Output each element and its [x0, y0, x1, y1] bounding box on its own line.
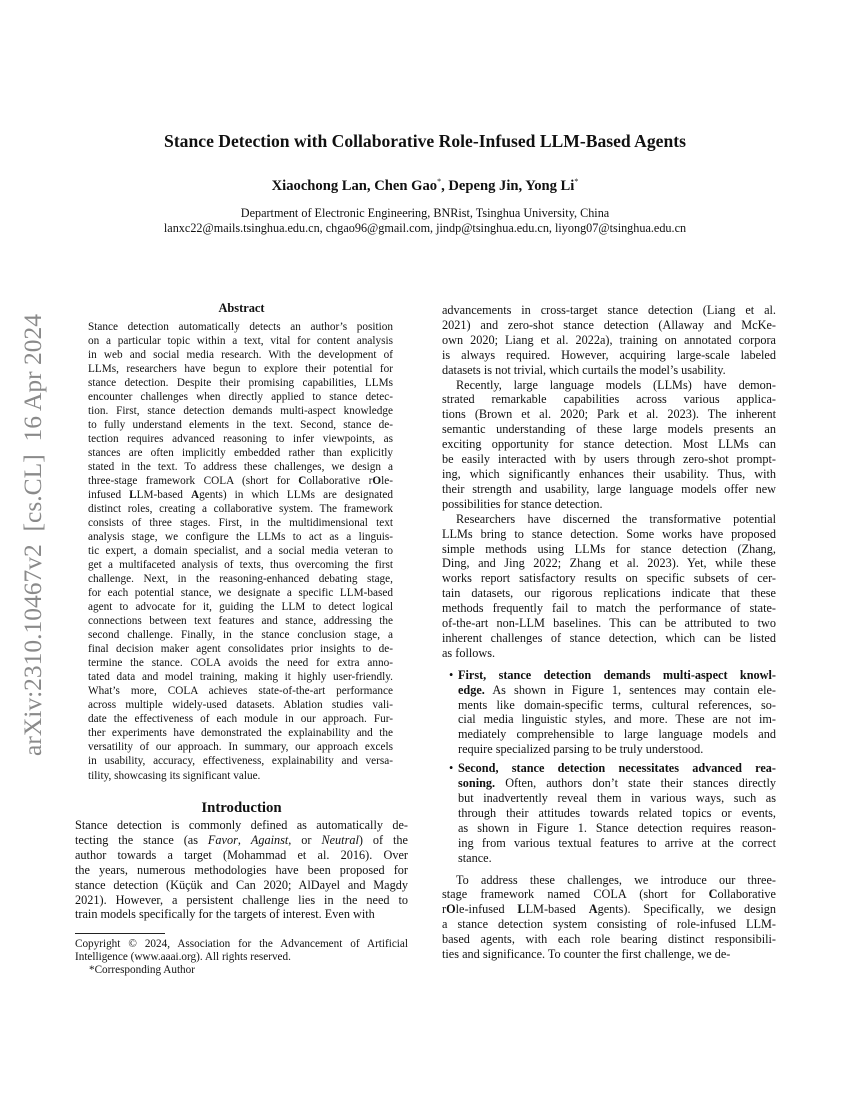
text-segment: semantic understanding of these large models presents an: [442, 422, 776, 437]
text-segment: 2021) and zero-shot stance detection (Allaway and McKe-: [442, 317, 776, 332]
text-line: [88, 516, 393, 530]
text-line: [442, 873, 776, 888]
text-segment: le-: [381, 475, 393, 488]
text-segment: the years, numerous methodologies have been proposed for: [75, 862, 408, 877]
text-segment: is always required. However, acquiring large-scale labeled: [442, 347, 776, 362]
text-segment: own 2020; Liang et al. 2022a), training on annotated corpora: [442, 332, 776, 347]
text-line: [442, 542, 776, 557]
text-segment: gents). Specifically, we design: [597, 902, 776, 917]
text-segment: Stance detection automatically detects an author’s position: [88, 321, 393, 333]
text-segment: As shown in Figure 1, sentences may contain ele-: [484, 682, 776, 697]
text-line: [75, 848, 408, 863]
text-segment: encounter challenges when directly applied to stance detec-: [88, 391, 393, 404]
text-line: [442, 917, 776, 932]
text-line: [88, 320, 393, 334]
text-line: [88, 376, 393, 390]
footnote-rule: [75, 933, 165, 934]
paragraph: [442, 303, 776, 378]
text-line: [458, 683, 776, 698]
introduction-heading: Introduction: [201, 800, 282, 816]
text-segment: tic expert, a domain specialist, and a social media veteran to: [88, 545, 393, 558]
text-segment: tated data and model training, making it highly user-friendly.: [88, 671, 393, 684]
text-line: [442, 527, 776, 542]
text-line: [442, 616, 776, 631]
text-segment: Neutral: [321, 832, 359, 847]
text-line: [442, 422, 776, 437]
text-segment: edge.: [458, 682, 485, 697]
text-line: [88, 754, 393, 768]
text-segment: advancements in cross-target stance detection (Liang et al.: [442, 303, 776, 317]
footnote: [75, 938, 408, 977]
text-segment: C: [298, 475, 307, 488]
text-line: [442, 407, 776, 422]
corresponding-author-note: *Corresponding Author: [89, 964, 195, 976]
text-line: [442, 512, 776, 527]
text-segment: gents) in which LLMs are designated: [199, 489, 393, 502]
abstract-heading: Abstract: [218, 301, 265, 315]
text-segment: connections between text features and stance, addressing the: [88, 615, 393, 628]
affiliation-block: [0, 206, 850, 235]
text-line: [442, 333, 776, 348]
text-segment: as follows.: [442, 645, 496, 660]
text-line: [442, 437, 776, 452]
text-segment: datasets is not trivial, which curtails the model’s usability.: [442, 362, 726, 377]
text-segment: soning.: [458, 776, 496, 791]
text-segment: methods frequently fail to match the performance of state-: [442, 601, 776, 616]
text-line: [88, 362, 393, 376]
text-segment: L: [129, 489, 137, 502]
text-line: [458, 806, 776, 821]
text-segment: termine the stance. COLA avoids the need for extra anno-: [88, 657, 393, 670]
text-segment: Favor: [207, 832, 238, 847]
text-segment: train models specifically for the targets of interest. Even with: [75, 907, 375, 922]
text-segment: C: [708, 887, 718, 902]
text-segment: L: [517, 902, 526, 917]
text-segment: tions (Brown et al. 2020; Park et al. 2023). The inherent: [442, 407, 776, 422]
text-segment: tion. First, stance detection demands multi-aspect knowledge: [88, 405, 393, 418]
text-line: [458, 742, 776, 757]
text-segment: ties and significance. To counter the first challenge, we de-: [442, 947, 731, 962]
text-line: [75, 833, 408, 848]
text-segment: get a multifaceted analysis of texts, thus overcoming the first: [88, 559, 393, 572]
text-line: [442, 348, 776, 363]
text-line: [88, 488, 393, 502]
text-segment: based agents, with each role bearing distinct responsibili-: [442, 932, 776, 947]
text-segment: What’s more, COLA achieves state-of-the-art performance: [88, 685, 393, 698]
text-line: [442, 318, 776, 333]
text-line: [88, 684, 393, 698]
text-segment: author towards a target (Mohammad et al. 2016). Over: [75, 847, 408, 862]
text-segment: for each potential stance, we designate a specific LLM-based: [88, 587, 393, 600]
text-line: [88, 404, 393, 418]
text-segment: date the effectiveness of each module in our approach. Fur-: [88, 713, 393, 726]
bullet-item: [442, 668, 776, 757]
text-line: [88, 726, 393, 740]
bullet-icon: •: [449, 761, 454, 776]
text-line: [88, 460, 393, 474]
text-segment: stated in the text. To address these challenges, we design a: [88, 461, 393, 474]
text-segment: ing from various textual features to arrive at the correct: [458, 835, 776, 850]
text-line: [88, 642, 393, 656]
bullet-text: [458, 761, 776, 865]
text-line: [458, 851, 776, 866]
text-line: [88, 769, 393, 783]
text-line: [458, 761, 776, 776]
text-segment: but inadvertently reveal them in various ways, such as: [458, 791, 776, 805]
text-segment: stances are often implicitly embedded rather than explicitly: [88, 447, 393, 460]
text-line: [442, 467, 776, 482]
text-segment: ollaborative r: [306, 475, 373, 488]
text-segment: tection requires advanced reasoning to infer viewpoints, as: [88, 433, 393, 446]
text-segment: inherent challenges of stance detection, which can be listed: [442, 630, 776, 645]
text-segment: Stance detection is commonly defined as automatically de-: [75, 818, 408, 832]
text-segment: infused: [88, 489, 130, 502]
text-line: [442, 363, 776, 378]
text-segment: of-the-art non-LLM baselines. This can be attributed to two: [442, 616, 776, 631]
text-segment: Against: [250, 832, 289, 847]
text-line: [442, 947, 776, 962]
author-name: Xiaochong Lan,: [271, 178, 375, 194]
text-segment: cial media linguistic styles, and more. These are not im-: [458, 712, 776, 727]
text-segment: consists of three stages. First, in the multidimensional text: [88, 517, 393, 530]
text-segment: stance detection (Küçük and Can 2020; AlDayel and Magdy: [75, 877, 408, 892]
text-line: [88, 544, 393, 558]
text-line: [75, 893, 408, 908]
text-line: [75, 863, 408, 878]
author-emails: lanxc22@mails.tsinghua.edu.cn, chgao96@gmail.com, jindp@tsinghua.edu.cn, liyong07@tsinghua.edu.cn: [163, 220, 687, 235]
text-segment: 2021). However, a persistent challenge lies in the need to: [75, 892, 408, 907]
text-segment: be easily interacted with by users through zero-shot prompt-: [442, 452, 776, 467]
text-line: [88, 670, 393, 684]
text-line: [88, 334, 393, 348]
text-line: [88, 656, 393, 670]
text-segment: O: [372, 475, 382, 488]
bullet-icon: •: [449, 667, 454, 682]
right-column: [442, 303, 776, 962]
text-segment: LM-based: [525, 902, 589, 917]
arxiv-identifier-stamp: arXiv:2310.10467v2 [cs.CL] 16 Apr 2024: [18, 314, 47, 756]
text-line: [458, 668, 776, 683]
text-line: [442, 887, 776, 902]
text-segment: Researchers have discerned the transformative potential: [456, 511, 776, 526]
author-list: [0, 177, 850, 195]
author-name: , Depeng Jin, Yong Li: [441, 178, 575, 194]
text-line: [442, 378, 776, 393]
text-line: [88, 572, 393, 586]
text-segment: LLMs, researchers have begun to explore their potential for: [88, 363, 393, 376]
text-segment: final decision maker agent consolidates prior insights to de-: [88, 643, 393, 656]
text-line: [458, 821, 776, 836]
text-segment: tility, showcasing its significant value.: [88, 769, 261, 782]
text-line: [88, 600, 393, 614]
text-line: [442, 571, 776, 586]
text-line: [458, 776, 776, 791]
bullet-text: [458, 668, 776, 757]
text-line: [442, 556, 776, 571]
text-line: [458, 712, 776, 727]
text-line: [442, 497, 776, 512]
text-line: [75, 818, 408, 833]
text-line: [75, 878, 408, 893]
text-segment: require specialized parsing to be truly understood.: [458, 742, 704, 757]
text-segment: ollaborative: [717, 887, 776, 902]
text-line: [88, 446, 393, 460]
text-segment: tain datasets, our rigorous replications indicate that these: [442, 586, 776, 601]
text-segment: their strength and usability, large language models offer new: [442, 481, 776, 496]
text-line: [442, 482, 776, 497]
text-segment: To address these challenges, we introduce our three-: [456, 872, 776, 887]
text-segment: Ding, and Jing 2022; Zhang et al. 2023). Yet, while these: [442, 556, 776, 571]
text-segment: stance.: [458, 850, 492, 865]
text-line: [88, 586, 393, 600]
text-segment: analysis stage, we configure the LLMs to act as a linguis-: [88, 531, 393, 544]
text-segment: works report satisfactory results on specific subsets of cer-: [442, 571, 776, 586]
text-segment: in usability, accuracy, effectiveness, explainability and versa-: [88, 755, 393, 768]
copyright-line: Copyright © 2024, Association for the Advancement of Artificial: [75, 938, 408, 950]
corresponding-mark: *: [574, 177, 579, 186]
text-line: [442, 601, 776, 616]
corresponding-mark: *: [437, 177, 442, 186]
text-line: [88, 614, 393, 628]
text-segment: stage framework named COLA (short for: [442, 887, 709, 902]
author-name: Chen Gao: [374, 178, 438, 194]
text-line: [458, 698, 776, 713]
text-line: [458, 727, 776, 742]
text-segment: A: [190, 489, 200, 502]
text-segment: possibilities for stance detection.: [442, 496, 603, 511]
paragraph: [442, 378, 776, 512]
text-segment: challenge. Next, in the reasoning-enhanced debating stage,: [88, 573, 393, 586]
text-line: [88, 432, 393, 446]
text-segment: A: [588, 902, 598, 917]
abstract-text: [88, 320, 393, 783]
text-line: [442, 452, 776, 467]
text-line: [442, 646, 776, 661]
text-line: [88, 418, 393, 432]
paragraph: [442, 512, 776, 661]
text-line: [442, 631, 776, 646]
paragraph: [442, 873, 776, 962]
text-segment: Often, authors don’t state their stances directly: [495, 776, 776, 791]
text-segment: strated remarkable capabilities across various applica-: [442, 392, 776, 407]
text-line: [88, 348, 393, 362]
text-line: [442, 392, 776, 407]
text-line: [88, 502, 393, 516]
text-segment: LM-based: [136, 489, 191, 502]
text-segment: ) of the: [358, 832, 408, 847]
text-segment: First, stance detection demands multi-aspect knowl-: [458, 667, 776, 682]
text-line: [88, 698, 393, 712]
text-line: [88, 558, 393, 572]
text-segment: Recently, large language models (LLMs) have demon-: [456, 377, 776, 392]
text-segment: agent to advocate for it, guiding the LLM to detect logical: [88, 601, 393, 614]
introduction-paragraph: [75, 818, 408, 922]
text-segment: in web and social media research. With the development of: [88, 349, 393, 362]
text-segment: ments like domain-specific terms, cultural references, so-: [458, 697, 776, 712]
text-segment: Second, stance detection necessitates advanced rea-: [458, 761, 776, 776]
text-segment: ther experiments have demonstrated the explainability and the: [88, 727, 393, 740]
text-segment: versatility of our approach. In summary, our approach excels: [88, 741, 393, 754]
text-line: [88, 474, 393, 488]
bullet-item: [442, 761, 776, 865]
text-segment: exciting opportunity for stance detection. Most LLMs can: [442, 437, 776, 452]
text-line: [442, 932, 776, 947]
text-segment: simple methods using LLMs for stance detection (Zhang,: [442, 541, 776, 556]
text-line: [442, 902, 776, 917]
text-line: [442, 586, 776, 601]
text-line: [88, 740, 393, 754]
text-segment: distinct roles, creating a collaborative system. The framework: [88, 503, 393, 516]
text-segment: r: [442, 902, 447, 917]
text-line: [88, 712, 393, 726]
text-segment: le-infused: [455, 902, 518, 917]
text-line: [75, 907, 408, 922]
text-segment: tecting the stance (as: [75, 832, 208, 847]
text-line: [458, 791, 776, 806]
copyright-line: Intelligence (www.aaai.org). All rights reserved.: [75, 951, 291, 963]
text-segment: second challenge. Finally, in the stance conclusion stage, a: [88, 629, 393, 642]
paper-title: Stance Detection with Collaborative Role-Infused LLM-Based Agents: [164, 131, 686, 151]
text-line: [88, 390, 393, 404]
text-segment: LLMs bring to stance detection. Some works have proposed: [442, 526, 776, 541]
text-segment: to fully understand elements in the text. Second, stance de-: [88, 419, 393, 432]
text-line: [88, 530, 393, 544]
text-segment: , or: [288, 832, 322, 847]
text-segment: across multiple widely-used datasets. Ablation studies vali-: [88, 699, 393, 712]
text-line: [88, 628, 393, 642]
affiliation: Department of Electronic Engineering, BNRist, Tsinghua University, China: [240, 206, 610, 220]
text-segment: mediately comprehensible to large language models and: [458, 727, 776, 742]
text-segment: on a particular topic within a text, vital for content analysis: [88, 335, 393, 348]
text-line: [458, 836, 776, 851]
text-segment: ,: [237, 832, 251, 847]
text-segment: through their attitudes towards related topics or events,: [458, 805, 776, 820]
text-line: [442, 303, 776, 318]
text-segment: O: [446, 902, 456, 917]
text-segment: ing, which significantly enhances their usability. Thus, with: [442, 466, 776, 481]
text-segment: stance detection. Despite their promising capabilities, LLMs: [88, 377, 393, 390]
text-segment: three-stage framework COLA (short for: [88, 475, 299, 488]
text-segment: a stance detection system consisting of role-infused LLM-: [442, 917, 776, 932]
text-segment: as shown in Figure 1. Stance detection requires reason-: [458, 820, 776, 835]
